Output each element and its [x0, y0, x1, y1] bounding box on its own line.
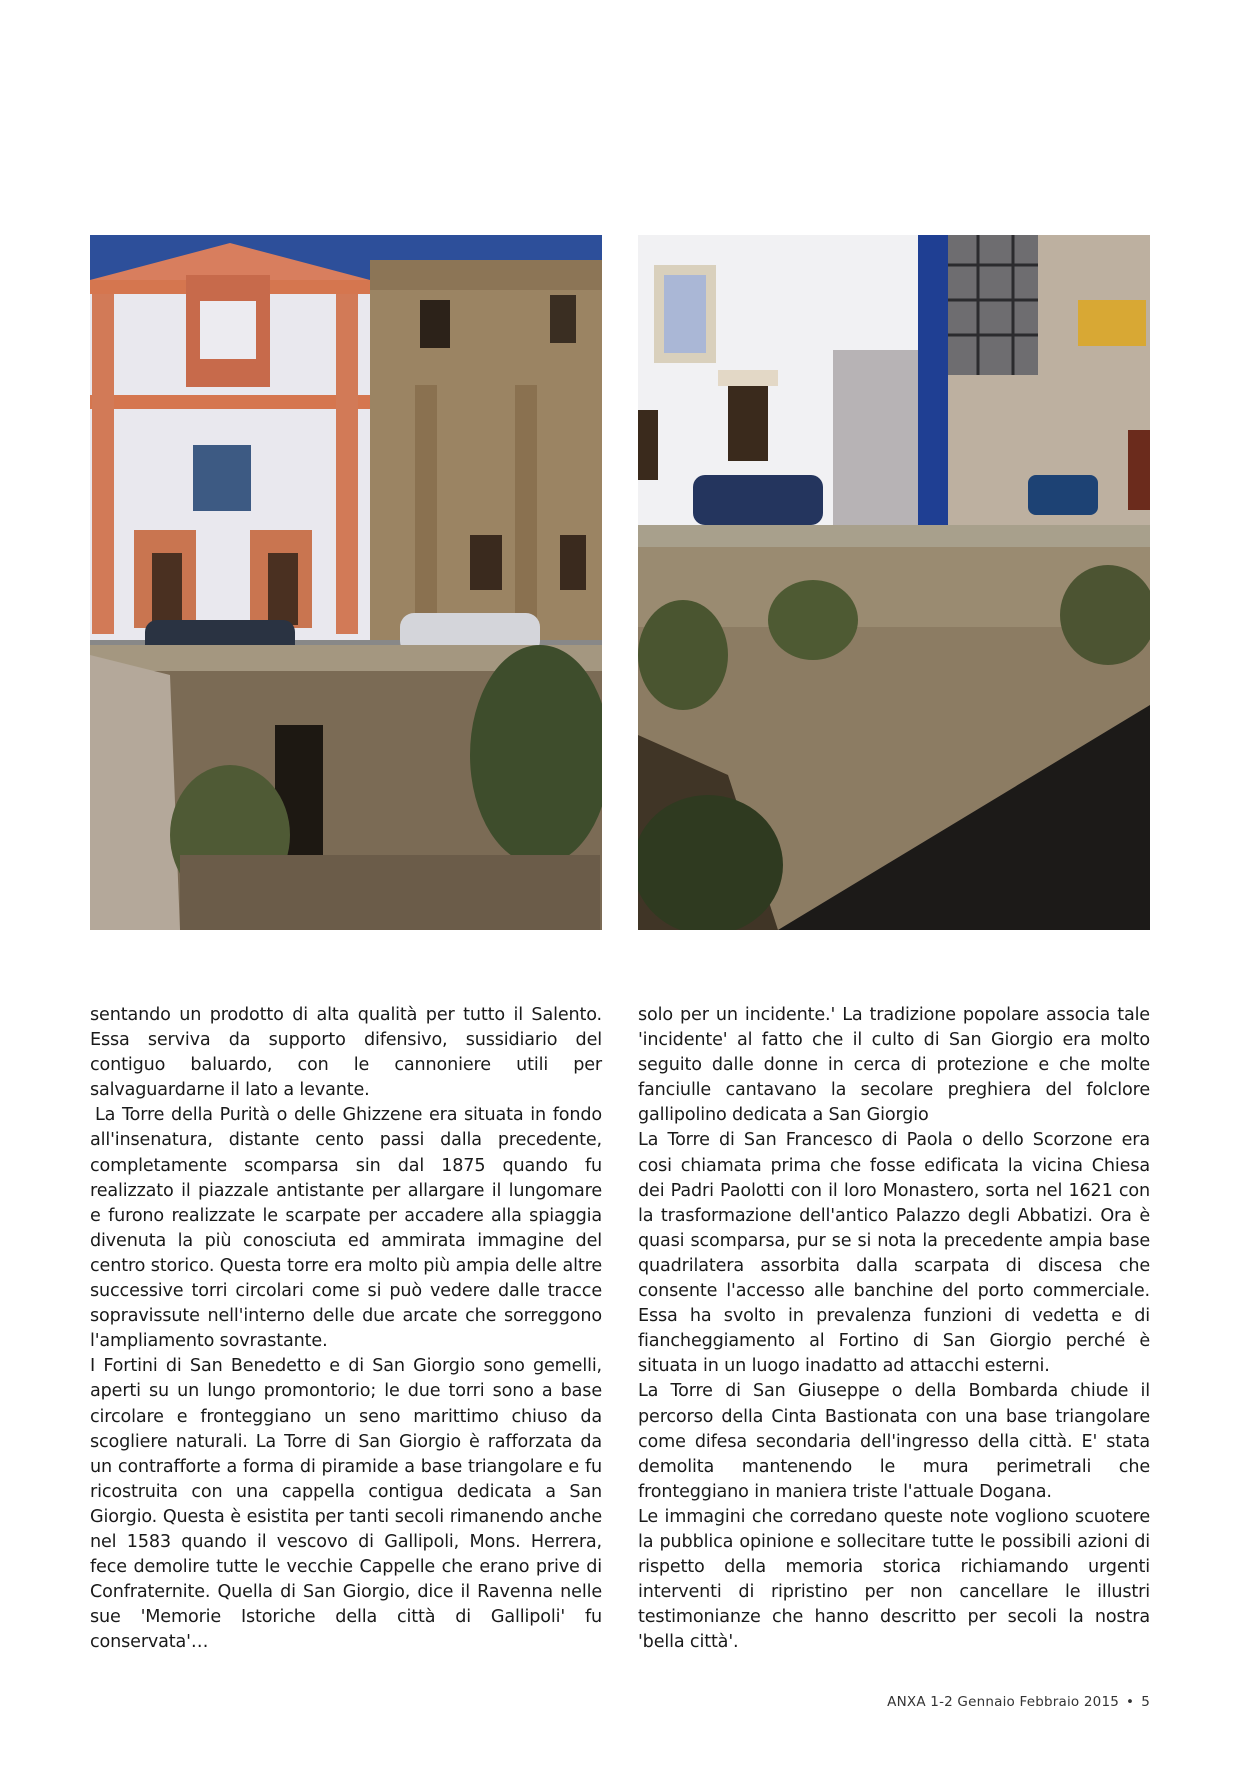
- paragraph: sentando un prodotto di alta qualità per tutto il Salento. Essa serviva da supporto difensivo, sussidiario del contiguo baluardo, con le cannoniere utili per salvaguardarne il lato a levante.: [90, 1005, 602, 1101]
- paragraph: La Torre di San Giuseppe o della Bombarda chiude il percorso della Cinta Bastionata con una base triangolare come difesa secondaria dell'ingresso della città. E' stata demolita mantenendo le mura perimetrali che fronteggiano in maniera triste l'attuale Dogana.: [638, 1381, 1150, 1502]
- footer-separator: •: [1126, 1694, 1135, 1710]
- paragraph: solo per un incidente.' La tradizione popolare associa tale 'incidente' al fatto che il culto di San Giorgio era molto seguito dalle donne in cerca di protezione e che molte fanciulle cantavano la secolare preghiera del folclore gallipolino dedicata a San Giorgio: [638, 1005, 1150, 1126]
- photo-church-bastion-image: [90, 235, 602, 930]
- page-number: 5: [1141, 1694, 1150, 1710]
- paragraph: Le immagini che corredano queste note vogliono scuotere la pubblica opinione e sollecitare tutte le possibili azioni di rispetto della memoria storica richiamando urgenti interventi di ripristino per non cancellare le illustri testimonianze che hanno descritto per secoli la nostra 'bella città'.: [638, 1506, 1150, 1653]
- photo-church-bastion: [90, 235, 602, 930]
- paragraph: La Torre della Purità o delle Ghizzene era situata in fondo all'insenatura, distante cento passi dalla precedente, completamente scomparsa sin dal 1875 quando fu realizzato il piazzale antistante per allargare il lungomare e furono realizzate le scarpate per accadere alla spiaggia divenuta la più conosciuta ed ammirata immagine del centro storico. Questa torre era molto più ampia delle altre successive torri circolari come si può vedere dalle tracce sopravissute nell'interno delle due arcate che sorreggono l'ampliamento sovrastante.: [90, 1105, 602, 1352]
- publication-info: ANXA 1-2 Gennaio Febbraio 2015: [887, 1694, 1120, 1710]
- paragraph: I Fortini di San Benedetto e di San Giorgio sono gemelli, aperti su un lungo promontorio; le due torri sono a base circolare e fronteggiano un seno marittimo chiuso da scogliere naturali. La Torre di San Giorgio è rafforzata da un contrafforte a forma di piramide a base triangolare e fu ricostruita con una cappella contigua dedicata a San Giorgio. Questa è esistita per tanti secoli rimanendo anche nel 1583 quando il vescovo di Gallipoli, Mons. Herrera, fece demolire tutte le vecchie Cappelle che erano prive di Confraternite. Quella di San Giorgio, dice il Ravenna nelle sue 'Memorie Istoriche della città di Gallipoli' fu conservata'…: [90, 1356, 602, 1653]
- article-column-left: [90, 1003, 602, 1655]
- page-footer: [887, 1694, 1150, 1710]
- photo-street-wall: [638, 235, 1150, 930]
- photo-street-wall-image: [638, 235, 1150, 930]
- paragraph: La Torre di San Francesco di Paola o dello Scorzone era cosi chiamata prima che fosse edificata la vicina Chiesa dei Padri Paolotti con il loro Monastero, sorta nel 1621 con la trasformazione dell'antico Palazzo degli Abbatizi. Ora è quasi scomparsa, pur se si nota la precedente ampia base quadrilatera assorbita dalla scarpata di discesa che consente l'accesso alle banchine del porto commerciale. Essa ha svolto in prevalenza funzioni di vedetta e di fiancheggiamento al Fortino di San Giorgio perché è situata in un luogo inadatto ad attacchi esterni.: [638, 1130, 1150, 1377]
- article-column-right: [638, 1003, 1150, 1655]
